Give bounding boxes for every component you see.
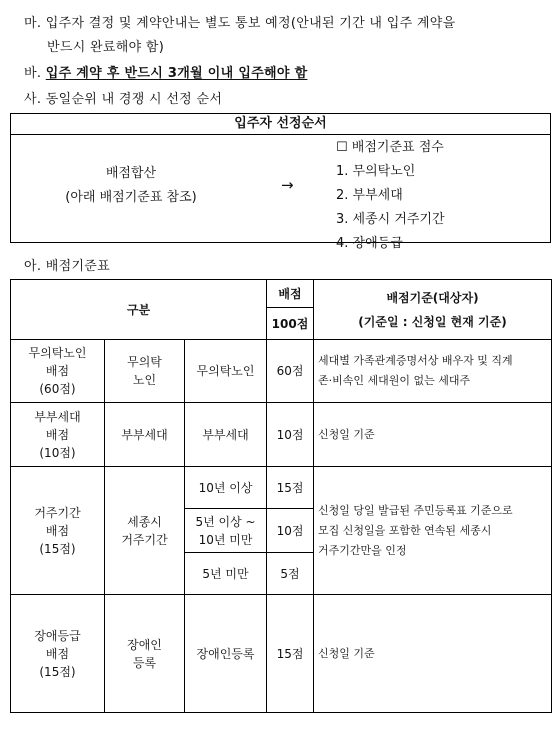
- detail-line: 5년 이상 ~: [195, 514, 256, 529]
- selection-item: ☐ 배점기준표 점수: [336, 140, 444, 155]
- header-points-total: 100점: [267, 308, 314, 340]
- selection-item: 4. 장애등급: [336, 236, 403, 251]
- selection-order-title: 입주자 선정순서: [11, 114, 550, 135]
- criteria-cell: 신청일 기준: [314, 595, 552, 713]
- detail-line: 10년 미만: [198, 532, 253, 547]
- group-cell: [11, 340, 105, 403]
- criteria-cell: 신청일 기준: [314, 403, 552, 467]
- detail-cell: 10년 이상: [185, 467, 267, 509]
- sub-label: 세종시: [127, 514, 162, 529]
- score-criteria-table: [10, 279, 552, 713]
- detail-cell: 부부세대: [185, 403, 267, 467]
- note-ba-text: 입주 계약 후 반드시 3개월 이내 입주해야 함: [45, 66, 308, 81]
- detail-cell: 무의탁노인: [185, 340, 267, 403]
- selection-item: 3. 세종시 거주기간: [336, 212, 445, 227]
- selection-left-line1: 배점합산: [105, 166, 157, 181]
- group-cell: [11, 403, 105, 467]
- group-label: (15점): [39, 541, 76, 556]
- criteria-line: 세대별 가족관계증명서상 배우자 및 직계: [318, 354, 513, 367]
- group-label: 장애등급: [34, 628, 81, 643]
- note-ba-prefix: 바.: [24, 66, 42, 81]
- points-cell: 10점: [267, 403, 314, 467]
- header-criteria-sub: (기준일 : 신청일 현재 기준): [358, 314, 507, 329]
- selection-item: 1. 무의탁노인: [336, 164, 416, 179]
- group-label: 부부세대: [34, 409, 81, 424]
- note-sa: 사. 동일순위 내 경쟁 시 선정 순서: [24, 92, 223, 107]
- note-ba: [24, 62, 307, 81]
- table-row: [11, 340, 552, 403]
- group-cell: [11, 595, 105, 713]
- arrow-right-icon: →: [281, 176, 294, 194]
- note-ma: 마. 입주자 결정 및 계약안내는 별도 통보 예정(안내된 기간 내 입주 계약을: [24, 16, 456, 31]
- points-cell: 15점: [267, 467, 314, 509]
- detail-cell: 장애인등록: [185, 595, 267, 713]
- points-cell: 60점: [267, 340, 314, 403]
- header-points: 배점: [267, 280, 314, 308]
- points-cell: 15점: [267, 595, 314, 713]
- table-row: [11, 467, 552, 509]
- group-cell: [11, 467, 105, 595]
- detail-cell: 5년 미만: [185, 553, 267, 595]
- group-label: (10점): [39, 445, 76, 460]
- sub-cell: [105, 340, 185, 403]
- header-criteria: [314, 280, 552, 340]
- sub-label: 장애인: [127, 637, 162, 652]
- criteria-cell: [314, 467, 552, 595]
- points-cell: 10점: [267, 509, 314, 553]
- header-category: 구분: [11, 280, 267, 340]
- sub-cell: [105, 595, 185, 713]
- sub-label: 무의탁: [127, 355, 162, 369]
- group-label: (15점): [39, 664, 76, 679]
- group-label: 배점: [45, 427, 70, 442]
- header-criteria-title: 배점기준(대상자): [386, 290, 479, 305]
- criteria-line: 존·비속인 세대원이 없는 세대주: [318, 374, 471, 387]
- sub-label: 거주기간: [121, 532, 168, 547]
- criteria-line: 모집 신청일을 포함한 연속된 세종시: [318, 523, 492, 537]
- sub-label: 노인: [132, 373, 157, 387]
- group-label: (60점): [39, 382, 76, 396]
- selection-left: [31, 162, 231, 210]
- group-label: 배점: [45, 523, 70, 538]
- points-cell: 5점: [267, 553, 314, 595]
- criteria-line: 거주기간만을 인정: [318, 543, 407, 557]
- sub-cell: 부부세대: [105, 403, 185, 467]
- selection-order-table: [10, 113, 551, 251]
- group-label: 배점: [45, 364, 70, 378]
- selection-left-line2: (아래 배점기준표 참조): [65, 190, 197, 205]
- detail-cell: [185, 509, 267, 553]
- selection-item: 2. 부부세대: [336, 188, 403, 203]
- table-row: [11, 595, 552, 713]
- sub-label: 등록: [132, 655, 157, 670]
- table-row: [11, 403, 552, 467]
- selection-order-list: [336, 136, 445, 256]
- group-label: 무의탁노인: [28, 346, 87, 360]
- criteria-cell: [314, 340, 552, 403]
- note-ma-cont: 반드시 완료해야 함): [47, 40, 165, 55]
- sub-cell: [105, 467, 185, 595]
- group-label: 거주기간: [34, 505, 81, 520]
- criteria-line: 신청일 당일 발급된 주민등록표 기준으로: [318, 503, 513, 517]
- note-a: 아. 배점기준표: [24, 259, 111, 274]
- group-label: 배점: [45, 646, 70, 661]
